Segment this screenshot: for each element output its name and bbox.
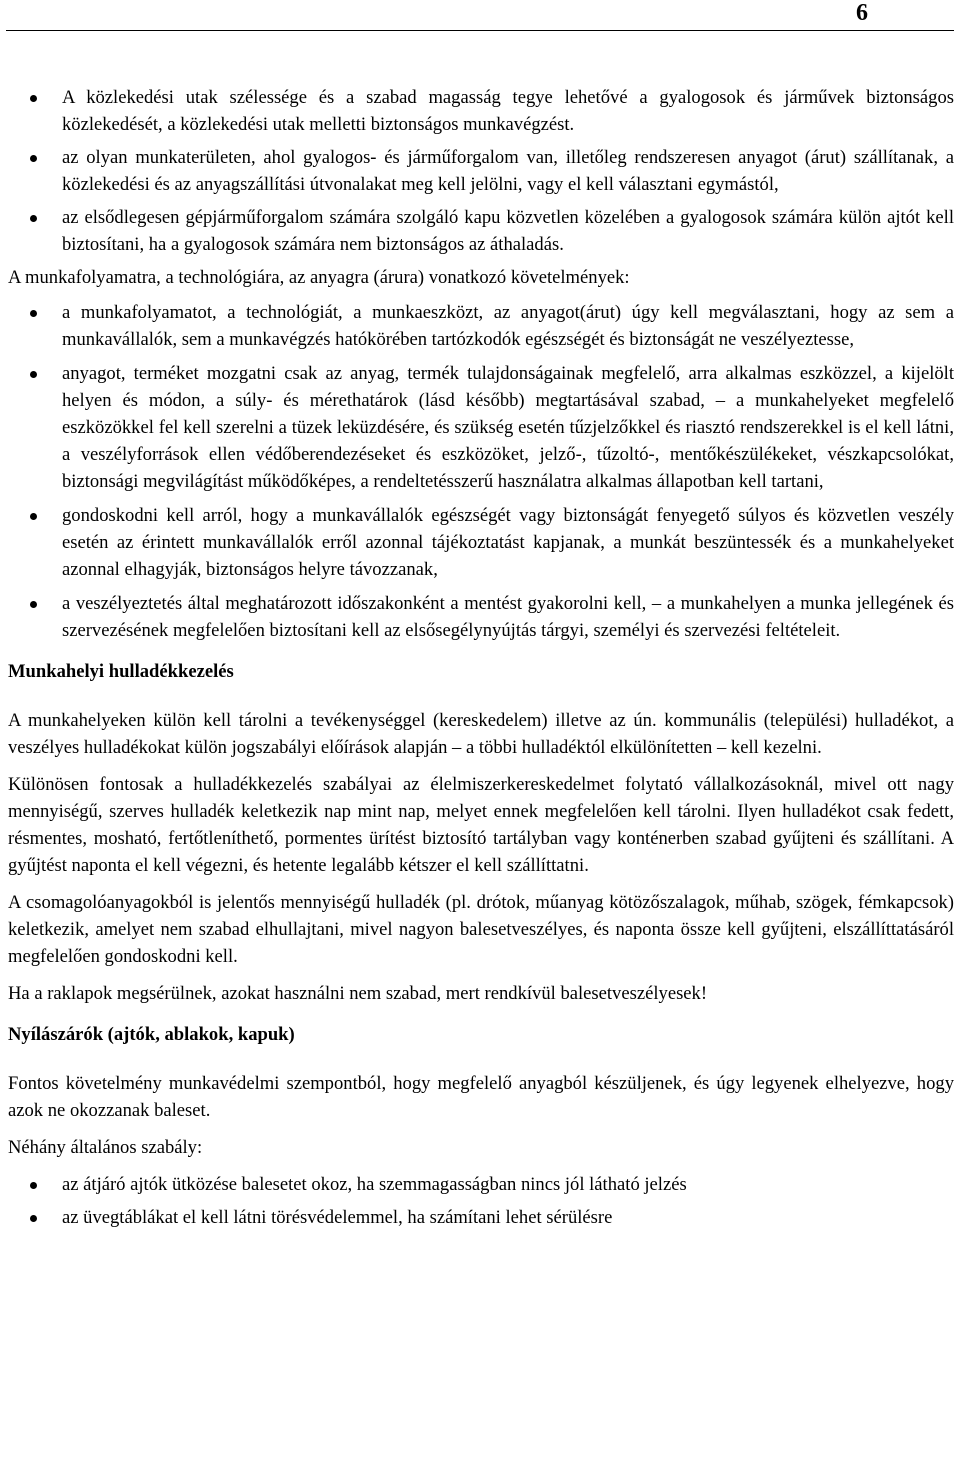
list-item: A közlekedési utak szélessége és a szabad magasság tegye lehetővé a gyalogosok és járművek biztonságos közlekedését, a közlekedési utak melletti biztonságos munkavégzést.: [8, 84, 954, 138]
bullet-icon: [30, 215, 37, 222]
list-item: a veszélyeztetés által meghatározott időszakonként a mentést gyakorolni kell, – a munkahelyen a munka jellegének és szervezésének megfelelően biztosítani kell az elsősegélynyújtás tárgyi, személyi és szervezési feltételeit.: [8, 590, 954, 644]
list-item: az elsődlegesen gépjárműforgalom számára szolgáló kapu közvetlen közelében a gyalogosok számára külön ajtót kell biztosítani, ha a gyalogosok számára nem biztonságos az áthaladás.: [8, 204, 954, 258]
document-body: [8, 84, 954, 1237]
general-rules-list: [8, 1171, 954, 1231]
list-item: a munkafolyamatot, a technológiát, a munkaeszközt, az anyagot(árut) úgy kell megválasztani, hogy az sem a munkavállalók, sem a munkavégzés hatókörében tartózkodók egészségét és biztonságát ne veszélyeztesse,: [8, 299, 954, 353]
section-heading-waste: Munkahelyi hulladékkezelés: [8, 661, 234, 682]
bullet-icon: [30, 513, 37, 520]
bullet-icon: [30, 155, 37, 162]
bullet-icon: [30, 310, 37, 317]
list-item: az átjáró ajtók ütközése balesetet okoz, ha szemmagasságban nincs jól látható jelzés: [8, 1171, 954, 1198]
bullet-icon: [30, 371, 37, 378]
bullet-icon: [30, 95, 37, 102]
list-item: az olyan munkaterületen, ahol gyalogos- és járműforgalom van, illetőleg rendszeresen anyagot (árut) szállítanak, a közlekedési és az anyagszállítási útvonalakat meg kell jelölni, vagy el kell választani egymástól,: [8, 144, 954, 198]
general-rules-intro: Néhány általános szabály:: [8, 1137, 203, 1158]
paragraph: A munkahelyeken külön kell tárolni a tevékenységgel (kereskedelem) illetve az ún. kommunális (települési) hulladékot, a veszélyes hulladékokat külön jogszabályi előírások alapján – a többi hulladéktól elkülönítetten – kell kezelni.: [8, 710, 954, 758]
page-number: 6: [856, 0, 868, 26]
paragraph: Ha a raklapok megsérülnek, azokat használni nem szabad, mert rendkívül balesetveszélyesek!: [8, 983, 708, 1004]
section-heading-doors: Nyílászárók (ajtók, ablakok, kapuk): [8, 1024, 295, 1045]
paragraph: Különösen fontosak a hulladékkezelés szabályai az élelmiszerkereskedelmet folytató vállalkozásoknál, mivel ott nagy mennyiségű, szerves hulladék keletkezik nap mint nap, melyet ennek megfelelően kell tárolni. Ilyen hulladékot csak fedett, résmentes, mosható, fertőtleníthető, pormentes ürítést biztosító tartályban vagy konténerben szabad gyűjteni és szállítani. A gyűjtést naponta el kell végezni, és hetente legalább kétszer el kell szállíttatni.: [8, 774, 954, 876]
header-rule: [6, 30, 954, 31]
list-item: gondoskodni kell arról, hogy a munkavállalók egészségét vagy biztonságát fenyegető súlyos és közvetlen veszély esetén az érintett munkavállalók erről azonnal tájékoztatást kapjanak, a munkát beszüntessék és a munkahelyeket azonnal elhagyják, biztonságos helyre távozzanak,: [8, 502, 954, 583]
paragraph: A csomagolóanyagokból is jelentős mennyiségű hulladék (pl. drótok, műanyag kötözőszalagok, műhab, szögek, fémkapcsok) keletkezik, amelyet nem szabad elhullajtani, mivel nagyon balesetveszélyes, és naponta össze kell gyűjteni, elszállíttatásáról megfelelően gondoskodni kell.: [8, 892, 954, 967]
requirements-list: [8, 299, 954, 644]
list-item: anyagot, terméket mozgatni csak az anyag, termék tulajdonságainak megfelelő, arra alkalmas eszközzel, a kijelölt helyen és módon, a súly- és mérethatárok (lásd később) megtartásával szabad, – a munkahelyeket megfelelő eszközökkel fel kell szerelni a tüzek leküzdésére, és szükség esetén tűzjelzőkkel és riasztó rendszerekkel is el kell látni, a veszélyforrások ellen védőberendezéseket és eszközöket, jelző-, tűzoltó-, mentőkészülékeket, vészkapcsolókat, biztonsági megvilágítást működőképes, a rendeltetésszerű használatra alkalmas állapotban kell tartani,: [8, 360, 954, 495]
bullet-icon: [30, 601, 37, 608]
bullet-icon: [30, 1182, 37, 1189]
paragraph: Fontos követelmény munkavédelmi szempontból, hogy megfelelő anyagból készüljenek, és úgy legyenek elhelyezve, hogy azok ne okozzanak baleset.: [8, 1073, 954, 1121]
requirements-intro: A munkafolyamatra, a technológiára, az anyagra (árura) vonatkozó követelmények:: [8, 267, 630, 288]
list-item: az üvegtáblákat el kell látni törésvédelemmel, ha számítani lehet sérülésre: [8, 1204, 954, 1231]
traffic-rules-list: [8, 84, 954, 258]
bullet-icon: [30, 1215, 37, 1222]
